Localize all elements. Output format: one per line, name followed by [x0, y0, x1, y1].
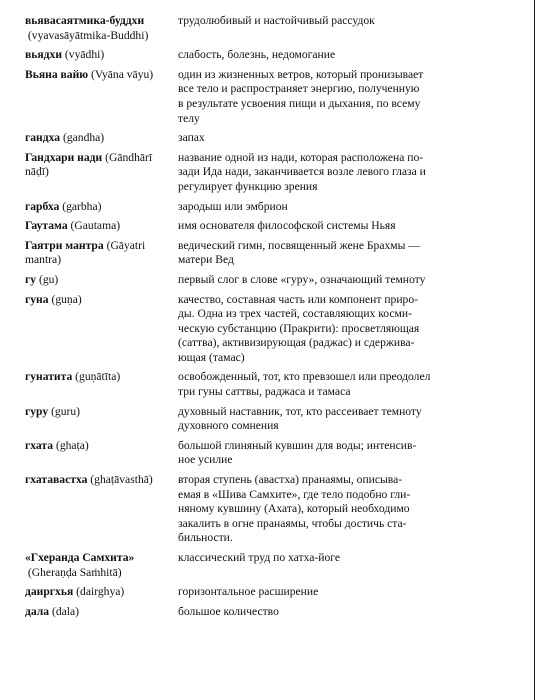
glossary-definition: [178, 68, 480, 126]
glossary-term: [25, 131, 178, 146]
term-russian: гунатита: [25, 370, 73, 384]
term-russian: гуна: [25, 292, 49, 306]
definition-line: в результате усвоения пищи и дыхания, по всему: [178, 96, 421, 110]
glossary-entry: [25, 551, 480, 580]
term-russian: Вьяна вайю: [25, 67, 89, 81]
glossary-term: [25, 585, 178, 600]
glossary-entry: [25, 239, 480, 268]
glossary-term: [25, 239, 178, 268]
definition-line: один из жизненных ветров, который пронизывает: [178, 67, 424, 81]
glossary-definition: [178, 48, 480, 63]
term-transliteration: (guṇa): [51, 292, 82, 306]
term-transliteration: (ghaṭa): [55, 438, 89, 452]
term-russian: «Гхеранда Самхита»: [25, 551, 135, 564]
glossary-term: [25, 439, 178, 454]
glossary-term: [25, 273, 178, 288]
term-transliteration: (ghaṭāvasthā): [90, 473, 153, 487]
glossary-entry: [25, 439, 480, 468]
glossary-definition: [178, 473, 480, 546]
glossary-entry: [25, 405, 480, 434]
term-transliteration: (garbha): [62, 199, 102, 213]
term-russian: гу: [25, 272, 37, 286]
definition-line: няному кувшину (Ахата), который необходимо: [178, 502, 410, 516]
glossary-entry: [25, 585, 480, 600]
term-transliteration: (gandha): [62, 131, 105, 145]
term-transliteration: (dala): [51, 604, 80, 618]
glossary-entry: [25, 151, 480, 195]
term-transliteration: (Gheraṇḍa Saṁhitā): [27, 565, 122, 579]
definition-line: горизонтальное расширение: [178, 585, 319, 599]
definition-line: название одной из нади, которая расположена по-: [178, 150, 424, 164]
definition-line: зади Ида нади, заканчивается возле левого глаза и: [178, 165, 426, 179]
term-transliteration: (vyavasāyātmika-Buddhi): [27, 28, 149, 42]
glossary-term: [25, 68, 178, 83]
definition-line: качество, составная часть или компонент приро-: [178, 292, 418, 306]
definition-line: зародыш или эмбрион: [178, 199, 288, 213]
definition-line: большое количество: [178, 604, 279, 618]
term-transliteration: (guṇātīta): [75, 370, 121, 384]
definition-line: трудолюбивый и настойчивый рассудок: [178, 14, 375, 27]
glossary-term: [25, 370, 178, 385]
term-russian: гуру: [25, 404, 49, 418]
definition-line: три гуны саттвы, раджаса и тамаса: [178, 385, 351, 399]
glossary-entry: [25, 293, 480, 366]
definition-line: ное усилие: [178, 453, 233, 467]
glossary-term: [25, 293, 178, 308]
glossary-entry: [25, 273, 480, 288]
term-transliteration: (Gāyatri mantra): [25, 238, 146, 267]
definition-line: запах: [178, 131, 205, 145]
glossary-term: [25, 605, 178, 620]
definition-line: вторая ступень (авастха) пранаямы, описыва-: [178, 473, 403, 487]
term-russian: Гаятри мантра: [25, 238, 104, 252]
definition-line: емая в «Шива Самхите», где тело подобно гли-: [178, 487, 411, 501]
definition-line: большой глиняный кувшин для воды; интенсив-: [178, 438, 417, 452]
glossary-definition: [178, 273, 480, 288]
glossary-term: [25, 405, 178, 420]
term-russian: Гаутама: [25, 219, 68, 233]
definition-line: освобожденный, тот, кто превзошел или преодолел: [178, 370, 431, 384]
glossary-definition: [178, 439, 480, 468]
glossary-term: [25, 151, 178, 180]
definition-line: закалить в огне пранаямы, чтобы достичь ста-: [178, 516, 407, 530]
glossary-entry: [25, 131, 480, 146]
definition-line: телу: [178, 111, 200, 125]
definition-line: все тело и распространяет энергию, полученную: [178, 82, 420, 96]
glossary-term: [25, 551, 178, 580]
glossary-term: [25, 14, 178, 43]
term-russian: гхата: [25, 438, 54, 452]
term-russian: дала: [25, 604, 50, 618]
glossary-entry: [25, 68, 480, 126]
glossary-definition: [178, 200, 480, 215]
glossary-entry: [25, 200, 480, 215]
term-russian: вьядхи: [25, 48, 63, 62]
glossary-definition: [178, 219, 480, 234]
term-transliteration: (vyādhi): [64, 48, 105, 62]
definition-line: имя основателя философской системы Ньяя: [178, 219, 396, 233]
term-transliteration: (dairghya): [76, 585, 125, 599]
glossary-term: [25, 48, 178, 63]
glossary-term: [25, 219, 178, 234]
definition-line: духовный наставник, тот, кто рассеивает темноту: [178, 404, 422, 418]
glossary-term: [25, 473, 178, 488]
definition-line: ведический гимн, посвященный жене Брахмы —: [178, 238, 420, 252]
glossary-definition: [178, 14, 480, 29]
definition-line: ющая (тамас): [178, 350, 245, 364]
term-russian: вьявасаятмика-буддхи: [25, 14, 145, 27]
term-russian: гхатавастха: [25, 473, 88, 487]
term-russian: Гандхари нади: [25, 150, 103, 164]
page-edge-line: [534, 0, 535, 700]
term-russian: даиргхья: [25, 585, 74, 599]
definition-line: слабость, болезнь, недомогание: [178, 48, 336, 62]
glossary-definition: [178, 293, 480, 366]
glossary-entry: [25, 370, 480, 399]
term-russian: гарбха: [25, 199, 60, 213]
definition-line: духовного сомнения: [178, 419, 279, 433]
term-transliteration: (guru): [51, 404, 81, 418]
definition-line: ды. Одна из трех частей, составляющих косми-: [178, 307, 412, 321]
definition-line: матери Вед: [178, 253, 234, 267]
glossary-definition: [178, 151, 480, 195]
glossary-term: [25, 200, 178, 215]
definition-line: классический труд по хатха-йоге: [178, 551, 340, 564]
glossary-definition: [178, 370, 480, 399]
definition-line: ческую субстанцию (Пракрити): просветляющая: [178, 321, 420, 335]
glossary-definition: [178, 551, 480, 566]
glossary-list: [25, 14, 480, 624]
definition-line: бильности.: [178, 531, 233, 545]
glossary-entry: [25, 48, 480, 63]
term-russian: гандха: [25, 131, 61, 145]
term-transliteration: (Gāndhārī nāḍī): [25, 150, 153, 179]
term-transliteration: (Vyāna vāyu): [91, 67, 154, 81]
glossary-definition: [178, 239, 480, 268]
glossary-definition: [178, 585, 480, 600]
glossary-definition: [178, 131, 480, 146]
glossary-entry: [25, 473, 480, 546]
glossary-entry: [25, 605, 480, 620]
glossary-entry: [25, 14, 480, 43]
glossary-entry: [25, 219, 480, 234]
glossary-definition: [178, 605, 480, 620]
definition-line: (саттва), активизирующая (раджас) и сдержива-: [178, 336, 415, 350]
definition-line: регулирует функцию зрения: [178, 179, 318, 193]
term-transliteration: (Gautama): [70, 219, 121, 233]
definition-line: первый слог в слове «гуру», означающий темноту: [178, 272, 426, 286]
glossary-definition: [178, 405, 480, 434]
term-transliteration: (gu): [38, 272, 59, 286]
